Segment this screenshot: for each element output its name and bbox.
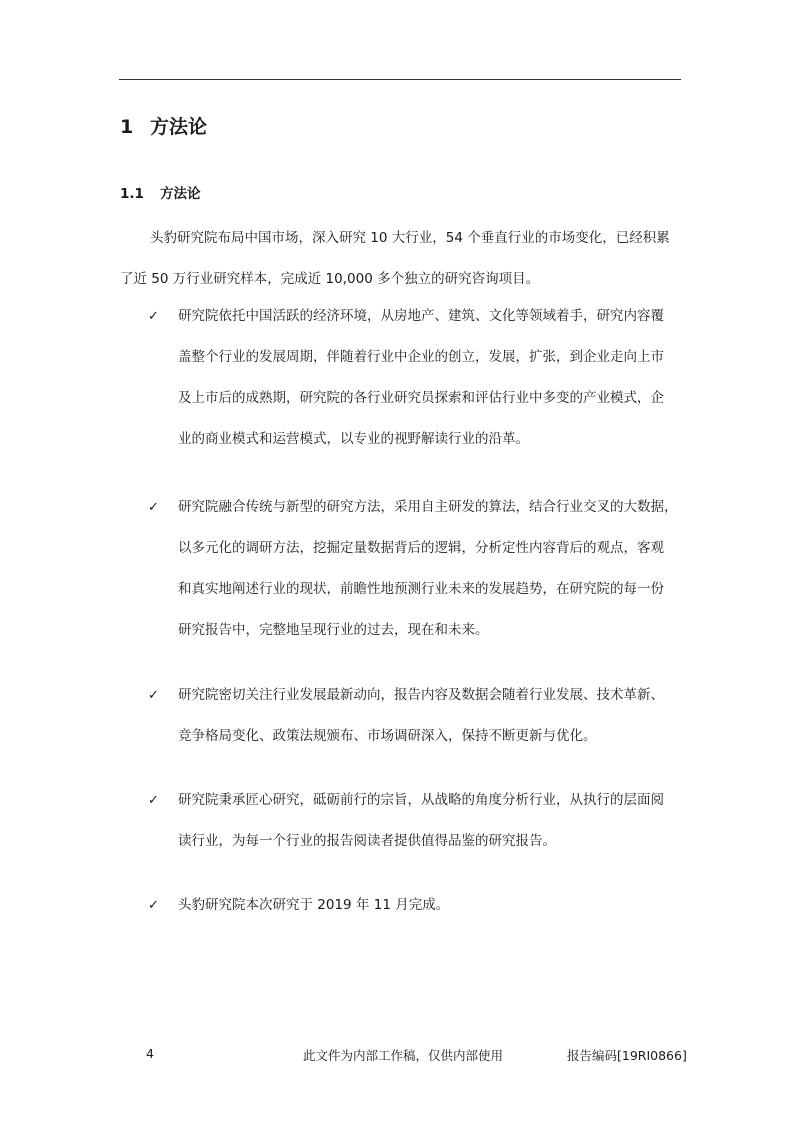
check-icon: ✓ [148, 793, 159, 808]
check-icon: ✓ [148, 500, 159, 515]
check-icon: ✓ [148, 688, 159, 703]
header-rule [119, 79, 681, 80]
bullet-line: 和真实地阐述行业的现状，前瞻性地预测行业未来的发展趋势，在研究院的每一份 [178, 581, 664, 597]
report-code: 报告编码[19RI0866] [567, 1048, 687, 1063]
bullet-item [148, 885, 693, 926]
page-number: 4 [146, 1046, 154, 1061]
bullet-item [148, 487, 693, 651]
bullet-line: 盖整个行业的发展周期，伴随着行业中企业的创立，发展，扩张，到企业走向上市 [178, 349, 664, 365]
bullet-line: 研究院依托中国活跃的经济环境，从房地产、建筑、文化等领域着手，研究内容覆 [178, 308, 664, 324]
bullet-line: 竞争格局变化、政策法规颁布、市场调研深入，保持不断更新与优化。 [178, 728, 597, 744]
check-icon: ✓ [148, 898, 159, 913]
intro-paragraph [120, 218, 686, 300]
subsection-number: 1.1 [120, 186, 144, 202]
bullet-line: 研究报告中，完整地呈现行业的过去，现在和未来。 [178, 622, 489, 638]
bullet-line: 及上市后的成熟期，研究院的各行业研究员探索和评估行业中多变的产业模式，企 [178, 390, 664, 406]
intro-line: 头豹研究院布局中国市场，深入研究 10 大行业，54 个垂直行业的市场变化，已经积累 [150, 230, 670, 246]
section-title: 方法论 [150, 116, 208, 138]
section-heading [120, 112, 207, 139]
bullet-item [148, 780, 693, 862]
bullet-line: 研究院密切关注行业发展最新动向，报告内容及数据会随着行业发展、技术革新、 [178, 687, 664, 703]
bullet-line: 研究院秉承匠心研究，砥砺前行的宗旨，从战略的角度分析行业，从执行的层面阅 [178, 792, 664, 808]
bullet-line: 业的商业模式和运营模式，以专业的视野解读行业的沿革。 [178, 431, 529, 447]
bullet-item [148, 296, 693, 460]
bullet-item [148, 675, 693, 757]
bullet-line: 读行业，为每一个行业的报告阅读者提供值得品鉴的研究报告。 [178, 833, 556, 849]
footer-notice: 此文件为内部工作稿，仅供内部使用 [303, 1048, 504, 1063]
section-number: 1 [120, 116, 134, 138]
intro-line: 了近 50 万行业研究样本，完成近 10,000 多个独立的研究咨询项目。 [120, 271, 540, 287]
subsection-heading [120, 182, 201, 202]
subsection-title: 方法论 [160, 186, 201, 202]
bullet-line: 头豹研究院本次研究于 2019 年 11 月完成。 [178, 897, 450, 913]
check-icon: ✓ [148, 309, 159, 324]
bullet-line: 以多元化的调研方法，挖掘定量数据背后的逻辑，分析定性内容背后的观点，客观 [178, 540, 664, 556]
bullet-line: 研究院融合传统与新型的研究方法，采用自主研发的算法，结合行业交叉的大数据， [178, 499, 678, 515]
